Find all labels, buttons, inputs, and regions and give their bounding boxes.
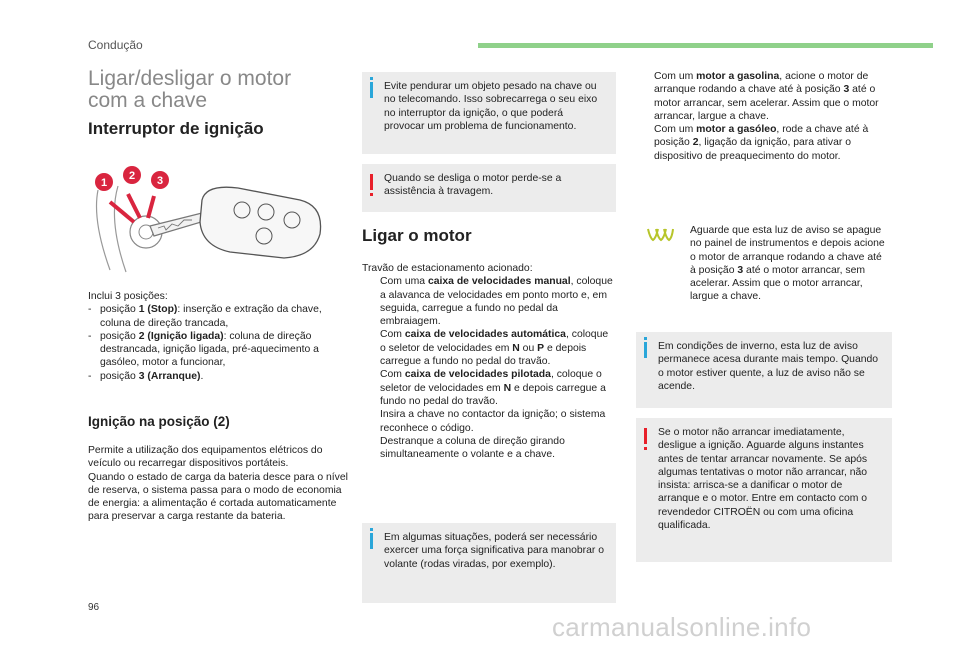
engine-instructions xyxy=(636,70,892,163)
list-item: Com um motor a gasóleo, rode a chave até à posição 2, ligação da ignição, para ativar o dispositivo de preaquecimento do motor. xyxy=(654,124,869,162)
note-brake: Quando se desliga o motor perde-se a assistência à travagem. xyxy=(362,164,616,212)
callout-1: 1 xyxy=(100,177,108,189)
ignition-heading: Interruptor de ignição xyxy=(88,119,264,138)
position-2: - posição 2 (Ignição ligada): coluna de direção destrancada, ignição ligada, pré-aquecimento a gasóleo, motor a funcionar, xyxy=(88,330,319,369)
ignition-key-illustration xyxy=(88,160,348,282)
note-engine-not-starting: Se o motor não arrancar imediatamente, desligue a ignição. Aguarde alguns instantes antes de tentar arrancar novamente. Se após algumas tentativas o motor não arrancar, não insista: arrisca-se a danificar o motor de arranque e o motor. Entre em contacto com o revendedor CITROËN ou com uma oficina qualificada. xyxy=(636,418,892,562)
glow-plug-note: Aguarde que esta luz de aviso se apague no painel de instrumentos e depois acione o motor de arranque rodando a chave até à posição 3 até o motor arrancar, sem acelerar. Assim que o motor arrancar, largue a chave. xyxy=(690,225,885,303)
list-item: Com caixa de velocidades pilotada, coloque o seletor de velocidades em N e depois carregue a fundo no pedal do travão. xyxy=(380,369,606,407)
watermark: carmanualsonline.info xyxy=(552,612,812,642)
position-3: - posição 3 (Arranque). xyxy=(88,370,204,382)
position2-heading: Ignição na posição (2) xyxy=(88,414,230,429)
position2-body: Permite a utilização dos equipamentos elétricos do veículo ou recarregar dispositivos portáteis. Quando o estado de carga da bateria desce para o nível de reserva, o sistema passa para o modo de economia de energia: a alimentação é cortada automaticamente para preservar a carga restante da bateria. xyxy=(88,445,348,523)
page-number: 96 xyxy=(88,602,100,613)
list-item: Com caixa de velocidades automática, coloque o seletor de velocidades em N ou P e depois carregue a fundo no pedal do travão. xyxy=(380,329,609,368)
list-item: Com um motor a gasolina, acione o motor de arranque rodando a chave até à posição 3 até o motor arrancar, sem acelerar. Assim que o motor arrancar, largue a chave. xyxy=(654,71,879,122)
section-header-bar xyxy=(478,43,933,48)
callout-2: 2 xyxy=(128,170,136,182)
start-instructions: Travão de estacionamento acionado: Com uma caixa de velocidades manual, coloque a alavanca de velocidades em ponto morto e, em seguida, carregue a fundo no pedal da embraiagem. Com caixa de velocidades automática, coloque o seletor de velocidades em N ou P e depois carregue a fundo no pedal do travão. Com caixa de velocidades pilotada, coloque o seletor de velocidades em N e depois carregue a fundo no pedal do travão. Insira a chave no contactor da ignição; o sistema reconhece o código. Destranque a coluna de direção girando simultaneamente o volante e a chave. xyxy=(362,262,616,461)
note-key-weight: Evite pendurar um objeto pesado na chave ou no telecomando. Isso sobrecarrega o seu eixo no interruptor da ignição, o que poderá provocar um problema de funcionamento. xyxy=(362,72,616,154)
info-icon xyxy=(370,82,373,98)
glow-plug-icon xyxy=(646,226,674,244)
ignition-positions: Inclui 3 posições: - posição 1 (Stop): inserção e extração da chave, coluna de direção trancada, - posição 2 (Ignição ligada): coluna de direção destrancada, ignição ligada, pré-aquecimento a gasóleo, motor a funcionar, - posição 3 (Arranque). xyxy=(88,290,350,383)
note-winter: Em condições de inverno, esta luz de aviso permanece acesa durante mais tempo. Quando o motor estiver quente, a luz de aviso não se acende. xyxy=(636,332,892,408)
info-icon xyxy=(644,342,647,358)
list-item: Com uma caixa de velocidades manual, coloque a alavanca de velocidades em ponto morto e, em seguida, carregue a fundo no pedal da embraiagem. xyxy=(380,276,613,328)
list-item: Destranque a coluna de direção girando simultaneamente o volante e a chave. xyxy=(380,435,565,461)
info-icon xyxy=(370,533,373,549)
warning-icon xyxy=(370,174,373,190)
start-heading: Ligar o motor xyxy=(362,226,472,245)
section-label: Condução xyxy=(88,38,143,52)
note-steering-force: Em algumas situações, poderá ser necessário exercer uma força significativa para manobrar o volante (rodas viradas, por exemplo). xyxy=(362,523,616,603)
warning-icon xyxy=(644,428,647,444)
callout-3: 3 xyxy=(156,175,164,187)
page-title: Ligar/desligar o motor com a chave xyxy=(88,67,292,112)
list-item: Insira a chave no contactor da ignição; o sistema reconhece o código. xyxy=(380,409,606,434)
position-1: - posição 1 (Stop): inserção e extração da chave, coluna de direção trancada, xyxy=(88,304,322,329)
